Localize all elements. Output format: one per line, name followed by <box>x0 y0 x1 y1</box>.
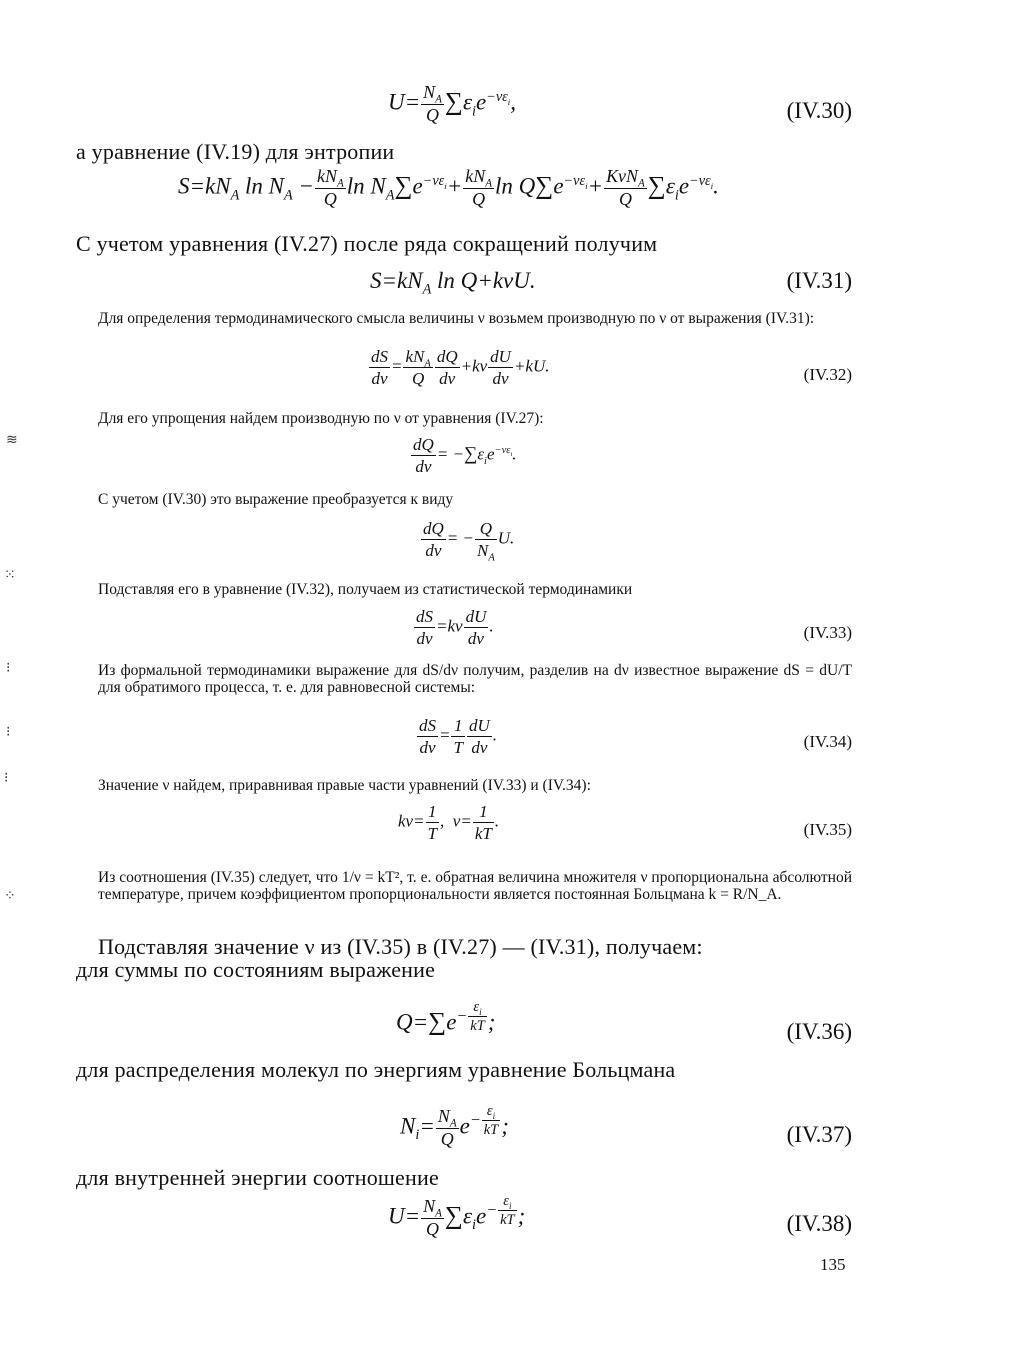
margin-mark: ⁝ <box>6 661 11 676</box>
equation-iv34: $\frac{dS}{d\nu}$ = $\frac{1}{T}$ $\frac{dU}{d\nu}$ . <box>419 716 497 757</box>
paragraph: Для определения термодинамического смысла величины ν возьмем производную по ν от выражения (IV.31): <box>98 310 815 327</box>
equation-number: (IV.34) <box>803 732 852 751</box>
paragraph: для внутренней энергии соотношение <box>76 1165 439 1190</box>
paragraph: Подставляя значение ν из (IV.35) в (IV.27) — (IV.31), получаем: <box>98 934 703 959</box>
paragraph: С учетом (IV.30) это выражение преобразуется к виду <box>98 491 454 508</box>
paragraph: С учетом уравнения (IV.27) после ряда сокращений получим <box>76 231 658 256</box>
page-number: 135 <box>820 1255 846 1274</box>
equation-number: (IV.33) <box>803 623 852 642</box>
equation-iv33: $\frac{dS}{d\nu}$ =kν $\frac{dU}{d\nu}$ . <box>416 607 494 648</box>
equation-number: (IV.38) <box>786 1211 852 1236</box>
equation-iv32: $\frac{dS}{d\nu}$ = $\frac{kN_A}{Q}$ $\frac{dQ}{d\nu}$ +kν $\frac{dU}{d\nu}$ +kU. <box>371 347 550 388</box>
equation-number: (IV.35) <box>803 820 852 839</box>
paragraph: Из формальной термодинамики выражение для dS/dν получим, разделив на dν известное выражение dS = dU/T для обратимого процесса, т. е. для равновесной системы: <box>98 662 852 696</box>
margin-mark: ⁝ <box>6 725 11 740</box>
paragraph: а уравнение (IV.19) для энтропии <box>76 139 395 164</box>
margin-mark: ≋ <box>6 433 18 448</box>
equation-number: (IV.36) <box>786 1019 852 1044</box>
paragraph: для суммы по состояниям выражение <box>76 957 436 982</box>
equation-number: (IV.37) <box>786 1122 852 1147</box>
paragraph: для распределения молекул по энергиям уравнение Больцмана <box>76 1057 676 1082</box>
equation-iv35: kν= $\frac{1}{T}$ , ν= $\frac{1}{kT}$ . <box>398 802 500 843</box>
equation-number: (IV.31) <box>786 268 852 293</box>
equation-dq-dnu: $\frac{dQ}{d\nu}$ = $-\sum\varepsilon_ie^{-\nu\varepsilon_i}$. <box>413 435 517 476</box>
margin-mark: ⁝ <box>4 771 9 786</box>
paragraph: Для его упрощения найдем производную по ν от уравнения (IV.27): <box>98 410 544 427</box>
margin-mark: ⁙ <box>4 568 16 583</box>
paragraph: Из соотношения (IV.35) следует, что 1/ν = kT², т. е. обратная величина множителя ν пропорциональна абсолютной температуре, причем коэффициентом пропорциональности является постоянная Больцмана k = R/N_A. <box>98 869 852 903</box>
margin-mark: ⁘ <box>4 889 16 904</box>
equation-number: (IV.30) <box>786 98 852 123</box>
equation-iv37: $N_i=$ $\frac{N_A}{Q}$ $e^{- \frac{\varepsilon_i}{kT}}$ ; <box>400 1103 509 1149</box>
equation-entropy: $S=kN_A$ $\ln N_A$ − $\frac{kN_A}{Q}$ $\ln N_A\sum e^{-\nu\varepsilon_i}+$ $\frac{kN_A}{Q}$ $\ln Q\sum e^{-\nu\varepsilon_i}+$ $\frac{K\nu N_A}{Q}$ $\sum\varepsilon_ie^{-\nu\varepsilon_i}$. <box>178 166 719 209</box>
equation-number: (IV.32) <box>803 365 852 384</box>
equation-iv38: U= $\frac{N_A}{Q}$ $\sum\varepsilon_ie^{- \frac{\varepsilon_i}{kT}}$ ; <box>388 1193 526 1239</box>
equation-iv36: $Q=\sum e^{- \frac{\varepsilon_i}{kT}}$ ; <box>396 999 496 1036</box>
equation-iv30: U= $\frac{N_A}{Q}$ $\sum\varepsilon_ie^{-\nu\varepsilon_i}$, <box>388 82 516 125</box>
paragraph: Значение ν найдем, приравнивая правые части уравнений (IV.33) и (IV.34): <box>98 777 591 794</box>
equation-iv31: $S=kN_A$ ln Q+kνU. <box>370 268 536 298</box>
paragraph: Подставляя его в уравнение (IV.32), получаем из статистической термодинамики <box>98 581 633 598</box>
equation-dq-dnu-transformed: $\frac{dQ}{d\nu}$ = − $\frac{Q}{N_A}$ U. <box>423 519 515 564</box>
